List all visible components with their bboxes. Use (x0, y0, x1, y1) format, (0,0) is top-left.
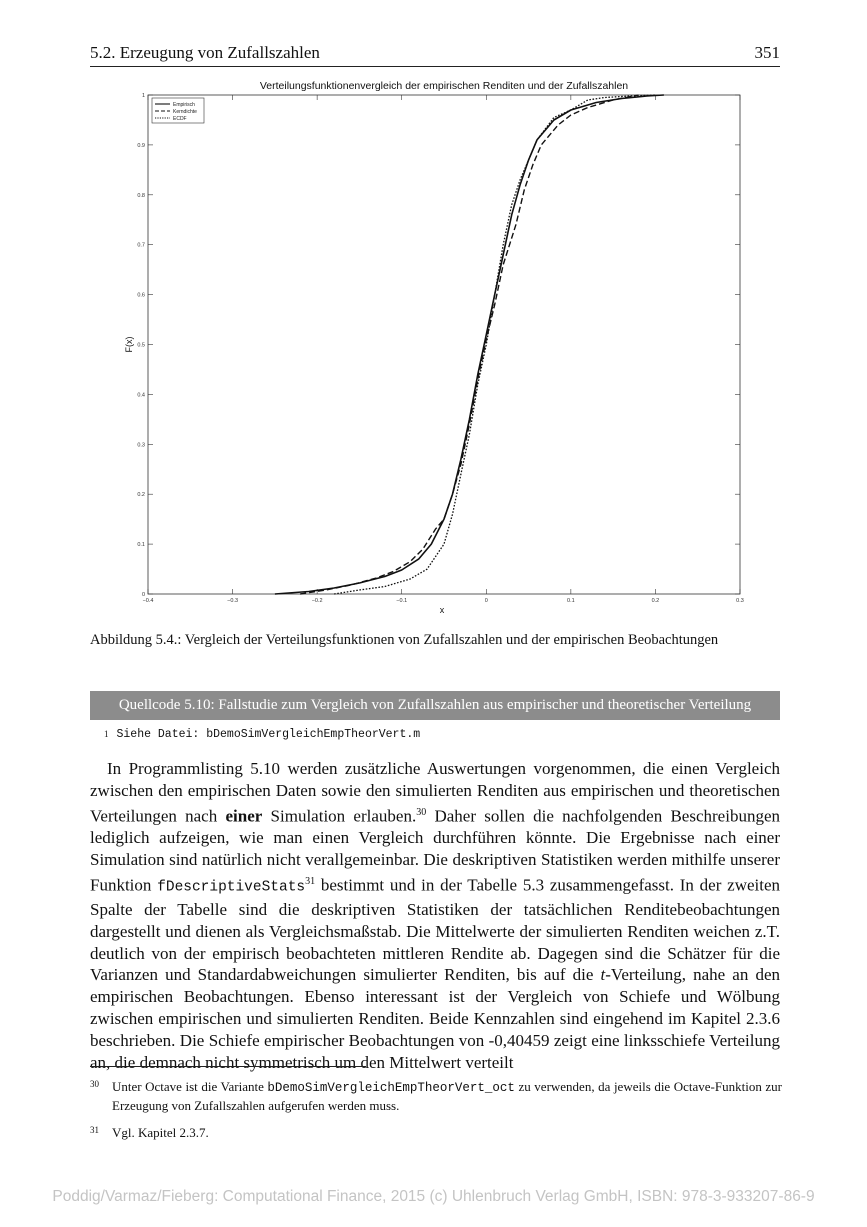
legend-label: ECDF (173, 116, 187, 122)
x-tick-label: 0.1 (567, 598, 575, 604)
text-run: zu verwenden, da jeweils die Octave-Funktion zur Erzeugung von Zufallszahlen aufgerufen werden muss. (112, 1079, 782, 1113)
italic-text: t (600, 965, 606, 985)
series-line-ecdf (334, 95, 655, 594)
line-number: 1 (104, 729, 109, 739)
y-tick-label: 1 (141, 93, 145, 99)
y-axis-label: F(x) (124, 336, 134, 353)
running-head (90, 42, 780, 67)
legend-label: Kerndichte (173, 109, 197, 115)
figure-caption: Abbildung 5.4.: Vergleich der Verteilungsfunktionen von Zufallszahlen und der empirischen Beobachtungen (90, 632, 719, 648)
legend-label: Empirisch (173, 102, 195, 108)
copyright-watermark: Poddig/Varmaz/Fieberg: Computational Finance, 2015 (c) Uhlenbruch Verlag GmbH, ISBN: 978-3-933207-86-9 (52, 1188, 815, 1205)
bold-text: einer (225, 806, 263, 826)
x-tick-label: 0 (484, 598, 488, 604)
section-title: 5.2. Erzeugung von Zufallszahlen (90, 43, 320, 62)
text-run: Daher sollen die nachfolgenden Beschreibungen lediglich aufzeigen, wie man einen Vergleich durchführen könnte. Die Ergebnisse nach einer Simulation sind natürlich nicht verallgemeinbar. Die deskriptiven Statistiken werden mithilfe unserer Funktion (90, 806, 780, 895)
y-tick-label: 0.6 (137, 292, 145, 299)
series-line-kerndichte (300, 95, 638, 594)
y-tick-label: 0.7 (137, 242, 145, 249)
x-tick-label: −0.3 (227, 598, 239, 604)
text-run: Simulation erlauben. (262, 806, 417, 826)
text-run: Unter Octave ist die Variante (112, 1079, 268, 1094)
x-tick-label: −0.1 (396, 598, 408, 604)
inline-code: fDescriptiveStats (157, 879, 306, 896)
x-axis-label: x (439, 605, 445, 615)
y-tick-label: 0.5 (137, 342, 145, 349)
code-text: Siehe Datei: bDemoSimVergleichEmpTheorVert.m (116, 728, 421, 741)
listing-header: Quellcode 5.10: Fallstudie zum Vergleich von Zufallszahlen aus empirischer und theoretischer Verteilung (90, 691, 780, 720)
footnote-divider (90, 1066, 366, 1067)
x-tick-label: −0.2 (311, 598, 323, 604)
text-run: -Verteilung, nahe an den empirischen Beobachtungen. Ebenso interessant ist der Vergleich von Schiefe und Wölbung zwischen empirischen und simulierten Renditen. Beide Kennzahlen sind eingehend im Kapitel 2.3.6 beschrieben. Die Schiefe empirischer Beobachtungen von -0,40459 zeigt eine linksschiefe Verteilung an, die demnach nicht symmetrisch um den Mittelwert verteilt (90, 965, 780, 1072)
footnote-ref-31[interactable]: 31 (305, 875, 316, 887)
page-number: 351 (754, 43, 780, 62)
cdf-comparison-chart (110, 75, 760, 620)
y-tick-label: 0.2 (137, 492, 145, 499)
x-tick-label: 0.3 (736, 598, 744, 604)
footnote-mark: 31 (90, 1125, 99, 1135)
footnote-30 (90, 1078, 782, 1115)
inline-code: bDemoSimVergleichEmpTheorVert_oct (267, 1081, 515, 1095)
text-run: In Programmlisting 5.10 werden zusätzliche Auswertungen vorgenommen, die einen Vergleich zwischen den empirischen Daten sowie den simulierten Renditen aus empirischen und theoretischen Verteilungen nach (90, 759, 780, 826)
y-tick-label: 0 (141, 592, 145, 598)
series-line-empirisch (275, 95, 664, 594)
text-run: bestimmt und in der Tabelle 5.3 zusammengefasst. In der zweiten Spalte der Tabelle sind die deskriptiven Statistiken der tatsächlichen Renditebeobachtungen dargestellt und dienen als Vergleichsmaßstab. Die Mittelwerte der simulierten Renditen weichen z.T. deutlich von der empirisch beobachteten mittleren Rendite ab. Dagegen sind die Schätzer für die Varianzen und Standardabweichungen simulierter Renditen, bis auf die (90, 875, 781, 985)
x-tick-label: 0.2 (651, 598, 660, 604)
y-tick-label: 0.3 (137, 442, 145, 449)
footnote-mark: 30 (90, 1079, 99, 1089)
y-tick-label: 0.4 (137, 392, 145, 399)
footnote-31 (90, 1124, 782, 1142)
listing-code-line (104, 728, 420, 741)
footnote-ref-30[interactable]: 30 (416, 806, 427, 818)
x-tick-label: −0.4 (142, 598, 154, 604)
y-tick-label: 0.8 (137, 192, 145, 199)
y-tick-label: 0.1 (137, 542, 145, 549)
text-run: Vgl. Kapitel 2.3.7. (112, 1125, 209, 1140)
y-tick-label: 0.9 (137, 142, 145, 149)
chart-title: Verteilungsfunktionenvergleich der empirischen Renditen und der Zufallszahlen (259, 80, 629, 92)
body-paragraph (90, 758, 780, 1073)
